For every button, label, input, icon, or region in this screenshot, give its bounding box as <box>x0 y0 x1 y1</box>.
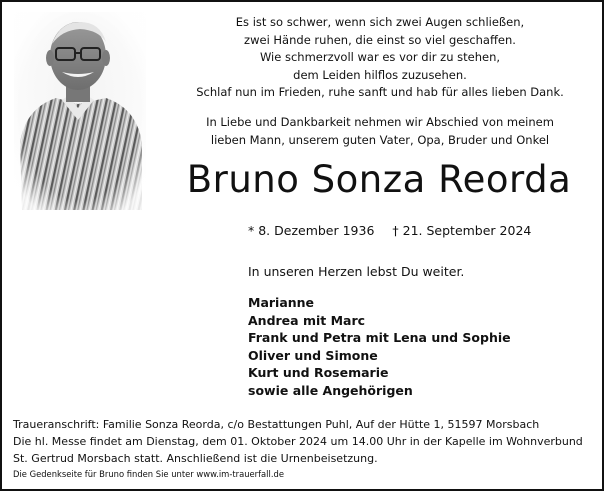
poem-line: Es ist so schwer, wenn sich zwei Augen schließen, <box>235 15 525 29</box>
mourning-address: Traueranschrift: Familie Sonza Reorda, c/o Bestattungen Puhl, Auf der Hütte 1, 51597 Morsbach <box>13 418 540 431</box>
birth-date: * 8. Dezember 1936 <box>248 223 375 238</box>
mourner: Kurt und Rosemarie <box>248 365 389 381</box>
poem-line: Schlaf nun im Frieden, ruhe sanft und hab für alles lieben Dank. <box>196 85 564 100</box>
memorial-page-note: Die Gedenkseite für Bruno finden Sie unter www.im-trauerfall.de <box>13 469 284 479</box>
death-date: † 21. September 2024 <box>392 223 532 238</box>
portrait-photo <box>14 12 146 210</box>
mourners-list <box>248 294 511 400</box>
mass-info-line: St. Gertrud Morsbach statt. Anschließend ist die Urnenbeisetzung. <box>13 452 378 465</box>
poem-line: Wie schmerzvoll war es vor dir zu stehen, <box>259 50 501 65</box>
intro-line: lieben Mann, unserem guten Vater, Opa, Bruder und Onkel <box>210 132 550 147</box>
mourner: Oliver und Simone <box>248 347 378 363</box>
footer-info <box>13 416 598 481</box>
mourner: sowie alle Angehörigen <box>248 382 413 398</box>
deceased-name: Bruno Sonza Reorda <box>186 158 572 201</box>
motto: In unseren Herzen lebst Du weiter. <box>248 264 465 279</box>
mass-info-line: Die hl. Messe findet am Dienstag, dem 01. Oktober 2024 um 14.00 Uhr in der Kapelle im Wohnverbund <box>13 435 583 448</box>
poem <box>158 14 602 102</box>
life-dates <box>248 222 531 240</box>
poem-line: zwei Hände ruhen, die einst so viel geschaffen. <box>244 32 516 47</box>
farewell-intro <box>158 114 602 149</box>
mourner: Marianne <box>248 295 315 310</box>
intro-line: In Liebe und Dankbarkeit nehmen wir Abschied von meinem <box>206 115 554 129</box>
poem-line: dem Leiden hilflos zuzusehen. <box>293 67 467 82</box>
mourner: Frank und Petra mit Lena und Sophie <box>248 330 511 346</box>
mourner: Andrea mit Marc <box>248 312 366 328</box>
